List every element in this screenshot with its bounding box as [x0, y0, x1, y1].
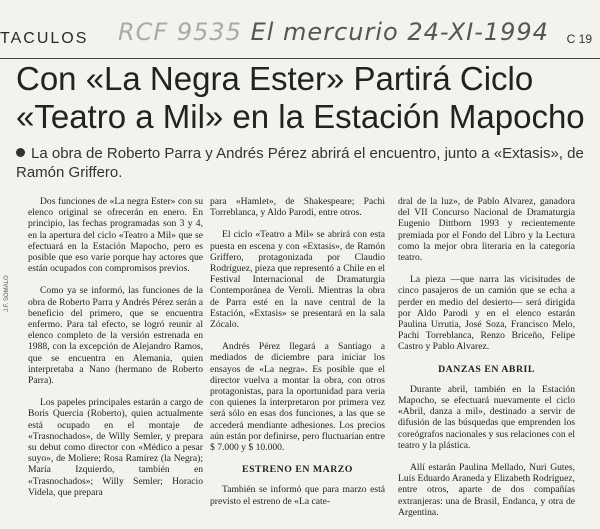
section-subtitle: DANZAS EN ABRIL [438, 363, 535, 375]
paragraph: para «Hamlet», de Shakespeare; Pachi Torreblanca, y Aldo Parodi, entre otros. [210, 196, 385, 219]
headline [16, 60, 596, 136]
section-subtitle: ESTRENO EN MARZO [242, 464, 353, 476]
section-label: TACULOS [0, 30, 89, 47]
paragraph: Como ya se informó, las funciones de la obra de Roberto Parra y Andrés Pérez serán a beneficio del primero, que se encuentra enfermo. Para tal efecto, se logró reunir al elenco completo de la versión estrenada en 1988, con la excepción de Alejandro Ramos, que se encuentra en Alemania, quien interpretaba a Nano (hermano de Roberto Parra). [28, 285, 203, 387]
subheadline [16, 144, 591, 182]
paragraph: dral de la luz», de Pablo Alvarez, ganadora del VII Concurso Nacional de Dramaturgia Eugenio Dittborn 1993 y recientemente premiada por el Fondo del Libro y la Lectura como la mejor obra literaria en la categoría teatro. [398, 196, 575, 264]
column-3 [398, 196, 575, 529]
paragraph: Dos funciones de «La negra Ester» con su elenco original se ofrecerán en enero. En principio, las fechas programadas son 3 y 4, en la apertura del ciclo «Teatro a Mil» que se efectuará en la Estación Mapocho, pero es posible que eso varíe porque hay actores que están ocupados con compromisos previos. [28, 196, 203, 275]
photo-credit: J.F. SOMALO [4, 275, 10, 312]
handwritten-date: 24-XI-1994 [407, 18, 549, 46]
paragraph: Andrés Pérez llegará a Santiago a mediados de diciembre para iniciar los ensayos de «La negra». Es posible que el director vuelva a montar la obra, con otros protagonistas, para la oportunidad para veria con quienes la interpretaron por primera vez será sólo en esas dos funciones, a las que se accederá mendiante adhesiones. Los precios aún están por definirse, pero fluctuarían entre $ 7.000 y $ 10.000. [210, 341, 385, 454]
handwritten-annotation [118, 18, 549, 46]
column-2 [210, 196, 385, 518]
handwritten-source: El mercurio [250, 18, 399, 46]
paragraph: El ciclo «Teatro a Mil» se abrirá con esta puesta en escena y con «Extasis», de Ramón Griffero, protagonizada por Claudio Rodríguez, pieza que representó a Chile en el Festival Internacional de Dramaturgia Contemporánea de Veroli. Mientras la obra de Parra esté en la nave central de la Estación, «Extasis» se presentará en la sala Zócalo. [210, 229, 385, 331]
bullet-icon [16, 148, 25, 157]
paragraph: Los papeles principales estarán a cargo de Boris Quercia (Roberto), quien actualmente está ocupado en el montaje de «Trasnochados», de Willy Semler, y prepara su debut como director con «Médico a pesar suyo», de Moliere; Rosa Ramírez (la Negra); María Izquierdo, también en «Trasnochados»; Willy Semler; Horacio Videla, que prepara [28, 397, 203, 498]
page-number: C 19 [566, 32, 592, 46]
header-rule [0, 58, 600, 59]
column-1 [28, 196, 203, 509]
paragraph: La pieza —que narra las vicisitudes de cinco pasajeros de un camión que se echa a perder en medio del desierto— será dirigida por Aldo Parodi y en el elenco estarán Paulina Urrutia, José Soza, Francisco Melo, Pachi Torreblanca, Renzo Briceño, Felipe Castro y Pablo Alvarez. [398, 274, 575, 353]
paragraph: Durante abril, también en la Estación Mapocho, se efectuará nuevamente el ciclo «Abril, danza a mil», destinado a servir de difusión de las búsquedas que emprenden los coreógrafos nacionales y sus relaciones con el teatro y la plástica. [398, 383, 575, 451]
paragraph: También se informó que para marzo está previsto el estreno de «La cate- [210, 484, 385, 507]
headline-line-2: «Teatro a Mil» en la Estación Mapocho [16, 98, 585, 135]
subheadline-text: La obra de Roberto Parra y Andrés Pérez abrirá el encuentro, junto a «Extasis», de Ramón Griffero. [16, 145, 584, 181]
paragraph: Allí estarán Paulina Mellado, Nuri Gutes, Luis Eduardo Araneda y Elizabeth Rodríguez, entre otros, aparte de dos compañías extranjeras: una de Brasil, Endanca, y otra de Argentina. [398, 462, 575, 518]
handwritten-code: RCF 9535 [118, 18, 242, 46]
page-header [0, 0, 600, 58]
headline-line-1: Con «La Negra Ester» Partirá Ciclo [16, 60, 534, 97]
